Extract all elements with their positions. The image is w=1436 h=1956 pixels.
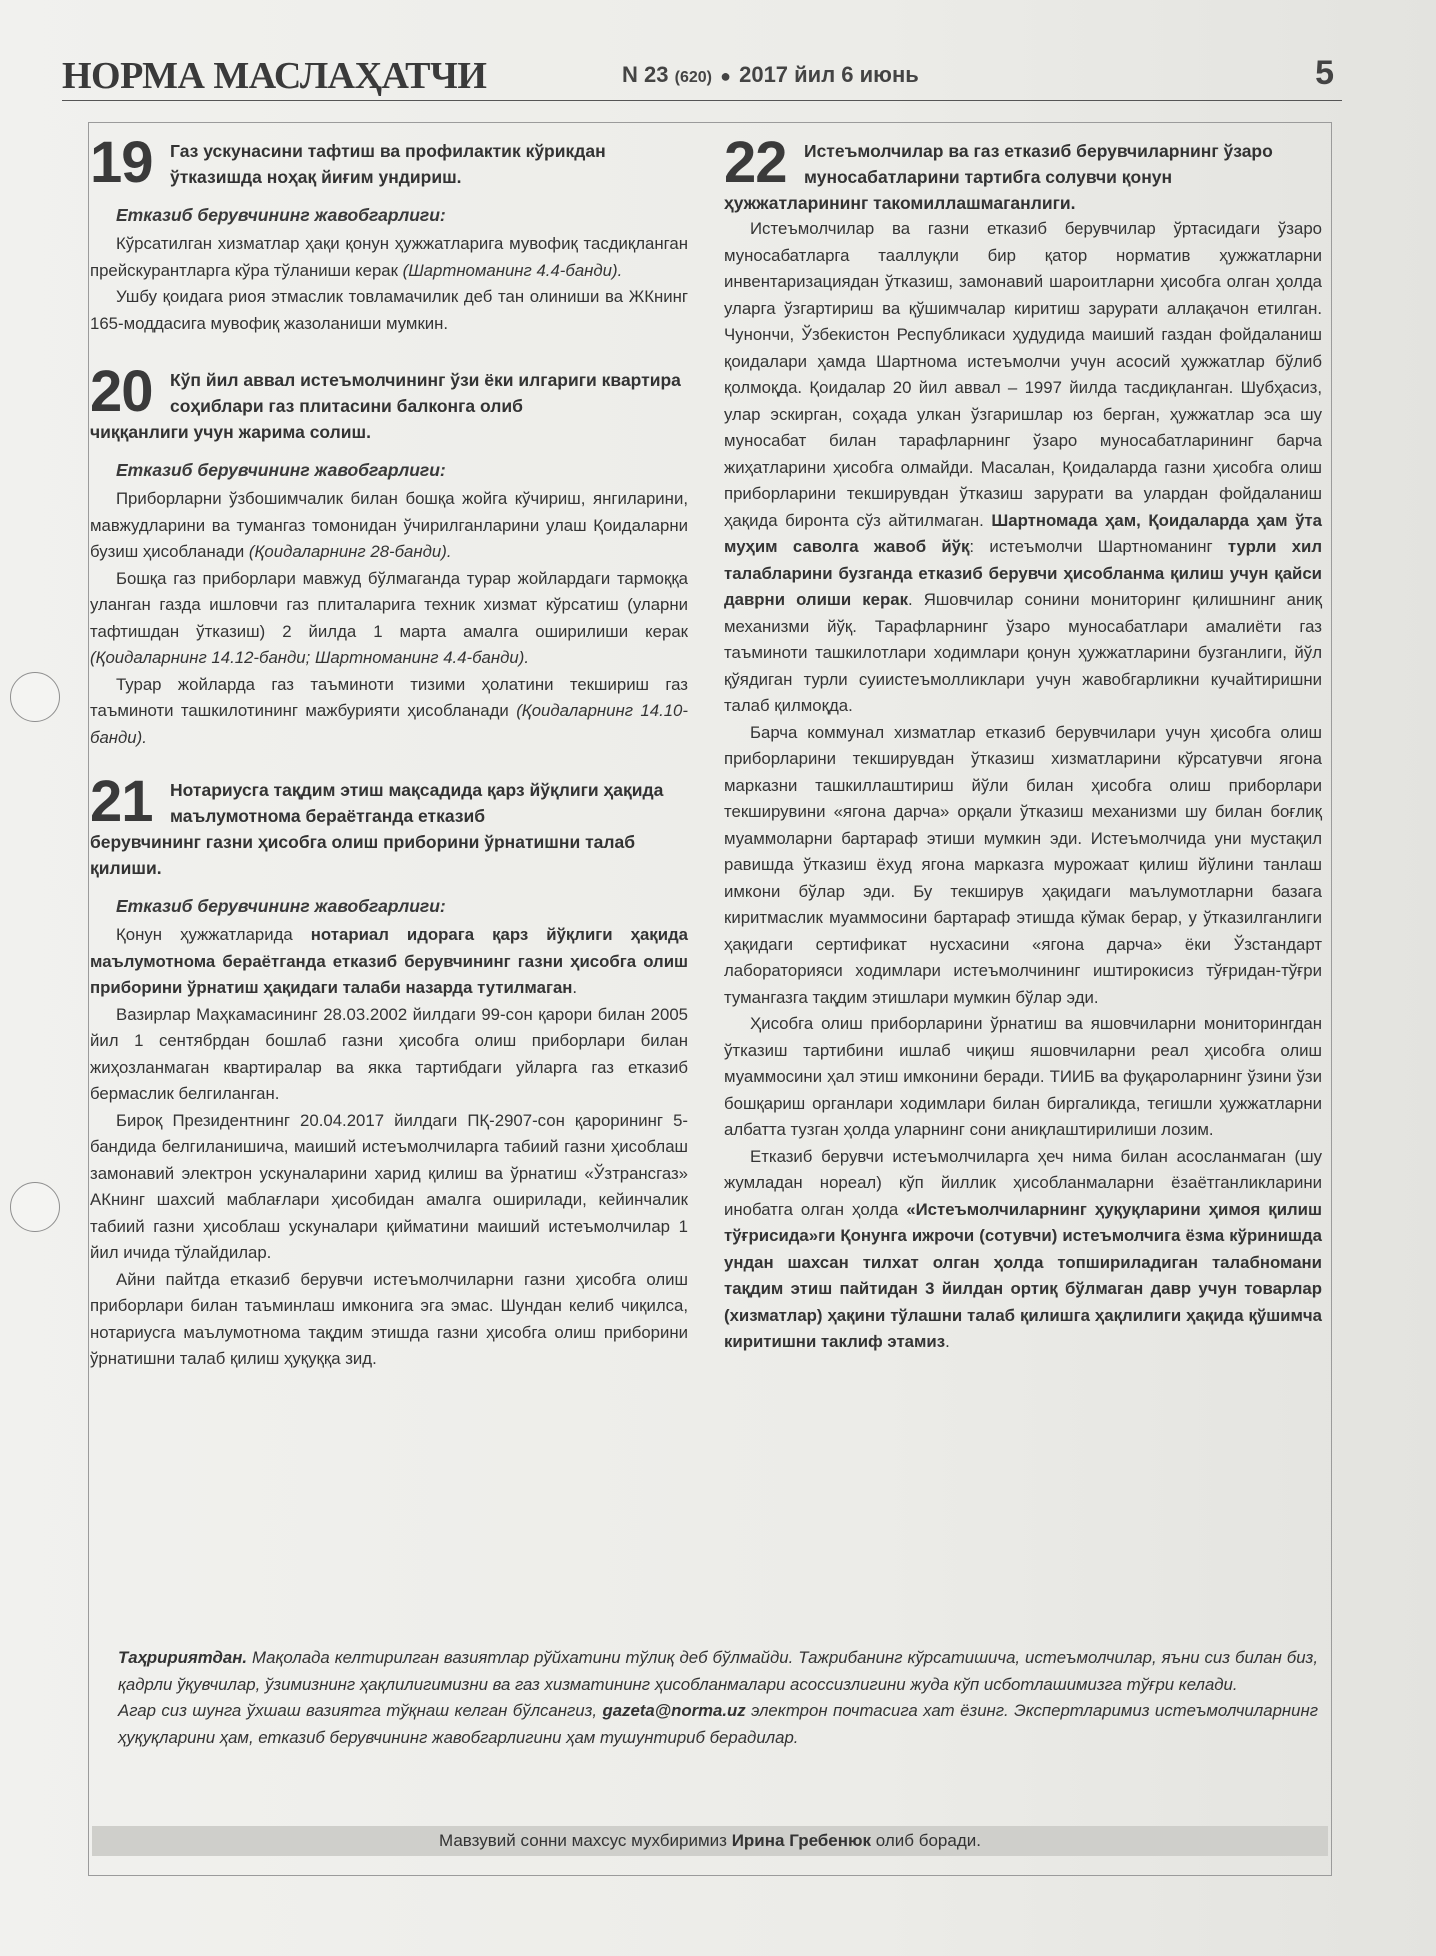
item-19-heading [90,130,688,195]
item-22-p4-bold: «Истеъмолчиларнинг ҳуқуқларини ҳимоя қилиш тўғрисида»ги Қонунга ижрочи (сотувчи) истеъмолчига ёзма кўринишда ундан шахсан тилхат олган ҳолда топшириладиган талабномани тақдим этиш пайтидан 3 йилдан ортиқ бўлмаган давр учун товарлар (хизматлар) ҳақини тўлашни талаб қилишга ҳақлилиги ҳақида қўшимча киритишни таклиф этамиз [724,1199,1322,1351]
item-19 [90,130,688,337]
right-column [724,130,1322,1356]
item-21-p1-bold: нотариал идорага қарз йўқлиги ҳақида маълумотнома бераётганда етказиб берувчининг газни ҳисобга олиш приборини ўрнатиш ҳақидаги талаби назарда тутилмаган [90,925,688,997]
page-number: 5 [1315,54,1334,92]
editorial-text-1: Мақолада келтирилган вазиятлар рўйхатини тўлиқ деб бўлмайди. Тажрибанинг кўрсатишича, истеъмолчилар, яъни сиз билан биз, қадрли ўқувчилар, ўзимизнинг ҳақлилигимизни ва газ хизматининг ҳисобланмалари асоссизлигини жуда кўп исботлашимизга тўғри келади. [118,1648,1318,1694]
item-20-heading [90,359,688,424]
item-21-paragraph-3: Бироқ Президентнинг 20.04.2017 йилдаги ПҚ-2907-сон қарорининг 5-бандида белгиланишича, маиший истеъмолчиларга табиий газни ҳисоблаш замонавий электрон ускуналарини харид қилиш ва ўрнатиш «Ўзтрансгаз» АКнинг шахсий маблағлари ҳисобидан амалга оширилади, кейинчалик табиий газни ҳисоблаш ускуналари қийматини маиший истеъмолчилар 1 йил ичида тўлайдилар. [90,1110,688,1262]
item-22-p1-end: . Яшовчилар сонини мониторинг қилишнинг аниқ механизми йўқ. Тарафларнинг ўзаро муносабатлари амалиёти газ таъминоти ташкилотлари ходимлари қонун ҳужжатларини бузганлиги, йўл қўядиган турли суиистеъмолликлари учун жавобгарликни кучайтиришни талаб қилмоқда. [724,590,1322,715]
item-20-p2-text: Бошқа газ приборлари мавжуд бўлмаганда турар жойлардаги тармоққа уланган газда ишловчи газ плиталарига техник хизмат кўрсатиш (уларни тафтишдан ўтказиш) 2 йилда 1 марта амалга оширилиши керак [90,568,688,641]
item-20-title-rest: чиққанлиги учун жарима солиш. [90,422,371,442]
item-22-p1-mid: : истеъмолчи Шартноманинг [969,537,1228,556]
item-21-title-rest: берувчининг газни ҳисобга олиш приборини ўрнатишни талаб қилиши. [90,832,636,878]
item-20-paragraph-1 [90,486,688,566]
issue-number: N 23 [622,62,669,87]
item-22-p1-bold-2: турли хил талабларини бузганда етказиб берувчи ҳисобланма қилиш учун қайси даврни олиши керак [724,537,1322,609]
item-19-responsibility-label: Етказиб берувчининг жавобгарлиги: [116,205,446,225]
item-19-number: 19 [90,130,153,195]
item-21-paragraph-2: Вазирлар Маҳкамасининг 28.03.2002 йилдаги 99-сон қарори билан 2005 йил 1 сентябрдан бошлаб газни ҳисобга олиш приборлари билан жиҳозланмаган квартиралар ва якка тартибдаги уйларга газ етказиб бермаслик белгиланган. [90,1004,688,1103]
item-21-p1-text: Қонун ҳужжатларида [116,925,311,944]
item-21-paragraph-1 [90,922,688,1002]
item-19-paragraph-2: Ушбу қоидага риоя этмаслик товламачилик деб тан олиниши ва ЖКнинг 165-моддасига мувофиқ жазоланиши мумкин. [90,287,688,333]
item-19-paragraph-1 [90,231,688,284]
issue-info [622,62,919,88]
item-21-heading [90,769,688,834]
item-22-heading [724,130,1322,195]
editorial-paragraph-1 [118,1645,1318,1698]
item-22-title-first: Истеъмолчилар ва газ етказиб берувчиларнинг ўзаро муносабатларини тартибга солувчи қонун [804,141,1273,187]
item-21-paragraph-4: Айни пайтда етказиб берувчи истеъмолчиларни газни ҳисобга олиш приборлари билан таъминлаш имконига эга эмас. Шундан келиб чиқилса, нотариусга маълумотнома тақдим этишда газни ҳисобга олиш приборини ўрнатишни талаб қилиш ҳуқуққа зид. [90,1269,688,1368]
masthead: НОРМА МАСЛАҲАТЧИ [62,55,487,97]
item-22 [724,130,1322,1356]
editorial-note [118,1645,1318,1751]
item-22-p1-bold-1: Шартномада ҳам, Қоидаларда ҳам ўта муҳим саволга жавоб йўқ [724,510,1322,556]
issue-date: 2017 йил 6 июнь [739,62,919,87]
item-20-p1-reference: (Қоидаларнинг 28-банди). [248,542,452,561]
item-22-title-rest: ҳужжатларининг такомиллашмаганлиги. [724,193,1076,213]
item-21-title-first: Нотариусга тақдим этиш мақсадида қарз йўқлиги ҳақида маълумотнома бераётганда етказиб [170,780,664,826]
item-22-paragraph-3: Ҳисобга олиш приборларини ўрнатиш ва яшовчиларни мониторингдан ўтказиш тартибини ишлаб чиқиш яшовчиларни реал ҳисобга олиш муаммосини ҳал этиш имконини беради. ТИИБ ва фуқароларнинг ўзини ўзи бошқариш органлари ходимлари билан биргаликда, тегишли ҳужжатларни албатта тузган ҳолда уларнинг сони аниқлаштирилиши лозим. [724,1014,1322,1139]
item-19-p1-reference: (Шартноманинг 4.4-банди). [402,260,623,280]
item-22-p4-text: Етказиб берувчи истеъмолчиларга ҳеч нима билан асосланмаган (шу жумладан нореал) кўп йиллик ҳисобланмаларни ёзаётганликларини инобатга олган ҳолда [724,1146,1322,1219]
footer-author-name: Ирина Гребенюк [731,1831,872,1850]
author-footer [92,1826,1328,1856]
item-20-paragraph-3 [90,672,688,752]
item-21 [90,769,688,1373]
item-20-p3-text: Турар жойларда газ таъминоти тизими ҳолатини текшириш газ таъминоти ташкилотининг мажбурияти ҳисобланади [90,674,688,720]
item-22-paragraph-2: Барча коммунал хизматлар етказиб берувчилари учун ҳисобга олиш приборларини текширувдан ўтказиш хизматларини кўрсатувчи ягона марказни ташкиллаштириш йўли билан ҳисобга олиш приборлари текширувини «ягона дарча» орқали ўтказиш механизми шу билан боғлиқ муаммоларни бартараф этиши мумкин эди. Истеъмолчида уни мустақил равишда ўтказиш ёхуд ягона марказга мурожаат қилиш йўлини танлаш имкони бўлар эди. Бу текширув ҳақидаги маълумотларни базага киритмаслик муаммосини бартараф этишда кўмак берар, у ўтказилганлиги ҳақидаги сертификат нусхасини «ягона дарча» ёки Ўзстандарт лабораторияси ходимлари истеъмолчининг иштирокисиз тўғридан-тўғри тумангазга тақдим этишлари мумкин бўлар эди. [724,722,1322,1007]
page-header [62,54,1342,101]
item-21-responsibility-label: Етказиб берувчининг жавобгарлиги: [116,896,446,916]
item-21-number: 21 [90,769,153,834]
item-22-number: 22 [724,130,787,195]
item-20-responsibility-label: Етказиб берувчининг жавобгарлиги: [116,460,446,480]
issue-bullet: ● [720,66,731,86]
item-20-p2-reference: (Қоидаларнинг 14.12-банди; Шартноманинг 4.4-банди). [90,648,529,667]
punch-hole-bottom [10,1182,60,1232]
item-22-p4-end: . [945,1332,950,1351]
footer-text-end: олиб боради. [871,1831,981,1850]
editorial-email-link[interactable]: gazeta@norma.uz [602,1701,746,1720]
item-22-p1-text: Истеъмолчилар ва газни етказиб берувчилар ўртасидаги ўзаро муносабатларга тааллуқли бир қатор норматив ҳужжатларни инвентаризациядан ўтказиш, замонавий шароитларни ҳисобга олган ҳолда уларга ўзгартириш ва қўшимчалар киритиш зарурати аллақачон етилган. Чунончи, Ўзбекистон Республикаси ҳудудида маиший газдан фойдаланиш қоидалари ҳамда Шартнома истеъмолчи учун асосий ҳужжатлар бўлиб қолмоқда. Қоидалар 20 йил аввал – 1997 йилда тасдиқланган. Шубҳасиз, улар эскирган, соҳада улкан ўзгаришлар юз берган, ҳужжатлар эса шу муносабат билан тарафларнинг ўзаро муносабатларининг барча жиҳатларини ҳисобга олмайди. Масалан, Қоидаларда газни ҳисобга олиш приборларини текширувдан ўтказиш зарурати ва улардан фойдаланиш ҳақида биронта сўз айтилмаган. [724,219,1322,530]
item-22-paragraph-1 [724,216,1322,720]
issue-total-number: (620) [674,69,712,86]
item-19-title: Газ ускунасини тафтиш ва профилактик кўрикдан ўтказишда ноҳақ йиғим ундириш. [170,141,606,187]
editorial-text-2-start: Агар сиз шунга ўхшаш вазиятга тўқнаш келган бўлсангиз, [118,1701,603,1720]
editorial-text-2-end: электрон почтасига хат ёзинг. Экспертларимиз истеъмолчиларнинг ҳуқуқларини ҳам, етказиб берувчининг жавобгарлигини ҳам тушунтириб берадилар. [118,1701,1318,1747]
footer-text-start: Мавзувий сонни махсус мухбиримиз [439,1831,732,1850]
item-21-p1-end: . [572,978,578,997]
punch-hole-top [10,672,60,722]
editorial-label: Таҳририятдан. [118,1648,248,1667]
item-20-p1-text: Приборларни ўзбошимчалик билан бошқа жойга кўчириш, янгиларини, мавжудларини ва тумангаз томонидан ўчирилганларини улаш Қоидаларни бузиш ҳисобланади [90,489,688,561]
editorial-paragraph-2 [118,1698,1318,1751]
item-20-title-first: Кўп йил аввал истеъмолчининг ўзи ёки илгариги квартира соҳиблари газ плитасини балконга олиб [170,370,681,416]
item-19-p1-text: Кўрсатилган хизматлар ҳақи қонун ҳужжатларига мувофиқ тасдиқланган прейскурантларга кўра тўланиши керак [90,234,688,280]
item-20-number: 20 [90,359,153,424]
left-column [90,130,688,1373]
item-20-p3-reference: (Қоидаларнинг 14.10-банди). [90,701,688,747]
item-20-paragraph-2 [90,566,688,672]
item-22-paragraph-4 [724,1144,1322,1356]
item-20 [90,359,688,751]
